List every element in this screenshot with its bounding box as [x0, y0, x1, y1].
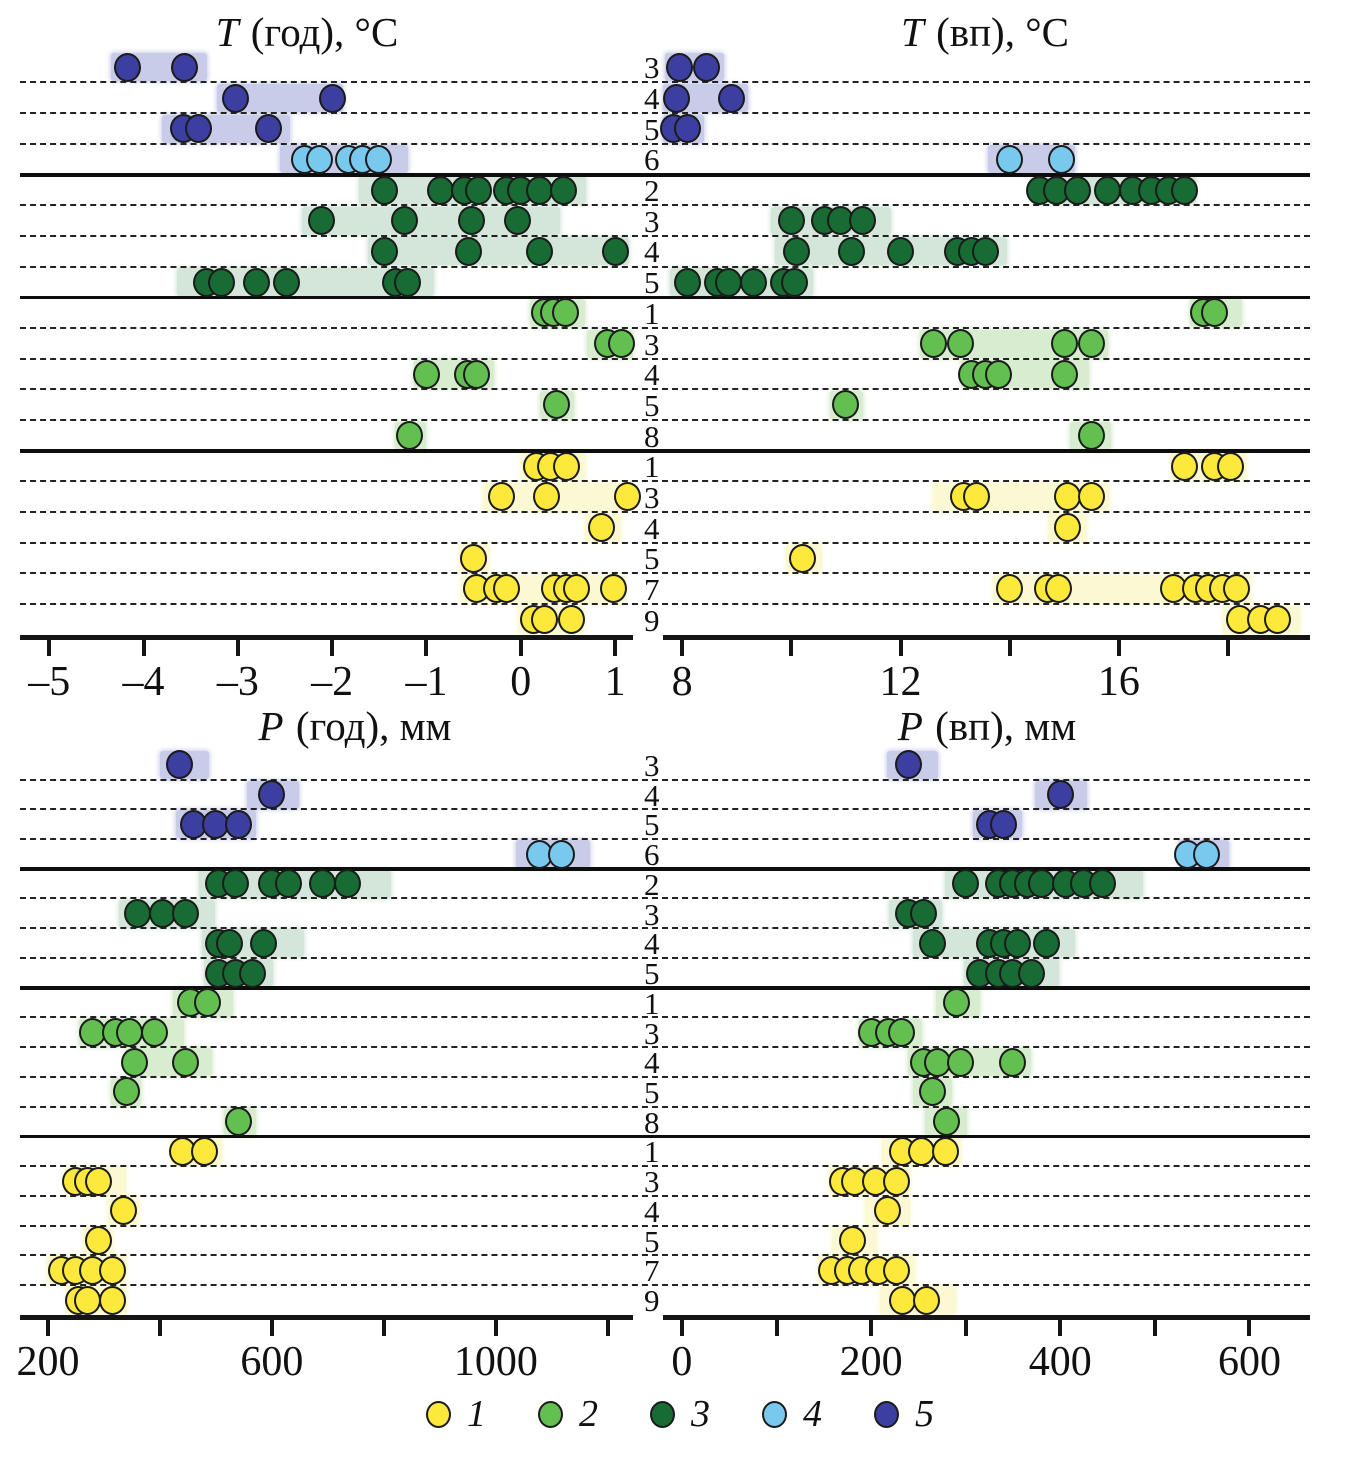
legend-item-1: [426, 1392, 486, 1436]
row-label: 3: [644, 1015, 660, 1051]
row-label: 5: [644, 1074, 660, 1110]
data-point: [1004, 929, 1031, 958]
data-point: [1018, 959, 1045, 988]
data-point: [674, 268, 701, 297]
row-separator-line: [20, 779, 1310, 781]
data-point: [789, 544, 816, 573]
group-separator-line: [20, 173, 1310, 177]
row-separator-line: [20, 266, 1310, 268]
row-separator-line: [20, 388, 1310, 390]
title-variable: T: [901, 9, 924, 55]
data-point: [526, 237, 553, 266]
data-point: [693, 53, 720, 82]
legend-label: 4: [803, 1393, 822, 1435]
row-separator-line: [20, 542, 1310, 544]
legend-item-4: [762, 1392, 822, 1436]
x-axis-line: [20, 1315, 633, 1320]
data-point: [1051, 329, 1078, 358]
data-point: [222, 84, 249, 113]
data-point: [943, 988, 970, 1017]
title-rest: (год), °C: [240, 9, 399, 55]
data-point: [465, 176, 492, 205]
row-label: 7: [644, 1253, 660, 1289]
range-band: [368, 237, 629, 265]
row-label: 5: [644, 956, 660, 992]
row-separator-line: [20, 572, 1310, 574]
row-label: 8: [644, 1104, 660, 1140]
data-point: [1051, 360, 1078, 389]
data-point: [531, 605, 558, 634]
data-point: [838, 237, 865, 266]
axis-tick-label: 16: [1097, 659, 1140, 705]
row-label: 9: [644, 1283, 660, 1319]
data-point: [85, 1167, 112, 1196]
row-label: 3: [644, 203, 660, 239]
data-point: [1171, 452, 1198, 481]
data-point: [533, 482, 560, 511]
data-point: [114, 53, 141, 82]
data-point: [74, 1286, 101, 1315]
data-point: [1171, 176, 1198, 205]
data-point: [781, 268, 808, 297]
row-separator-line: [20, 235, 1310, 237]
row-label: 1: [644, 295, 660, 331]
axis-tick-label: –2: [311, 659, 354, 705]
row-separator-line: [20, 112, 1310, 114]
row-separator-line: [20, 1016, 1310, 1018]
x-axis-line: [663, 635, 1310, 640]
panel-title-t-vp: [745, 8, 1225, 56]
data-point: [365, 145, 392, 174]
data-point: [396, 421, 423, 450]
data-point: [849, 206, 876, 235]
data-point: [985, 360, 1012, 389]
row-label: 8: [644, 418, 660, 454]
data-point: [874, 1196, 901, 1225]
data-point: [463, 360, 490, 389]
row-separator-line: [20, 419, 1310, 421]
axis-tick-label: 8: [671, 659, 693, 705]
data-point: [1078, 421, 1105, 450]
data-point: [550, 176, 577, 205]
row-label: 4: [644, 926, 660, 962]
row-label: 4: [644, 234, 660, 270]
data-point: [990, 810, 1017, 839]
axis-tick: [1117, 639, 1121, 656]
row-label: 1: [644, 449, 660, 485]
row-label: 5: [644, 1223, 660, 1259]
data-point: [413, 360, 440, 389]
axis-tick: [47, 639, 51, 656]
legend-label: 3: [691, 1393, 710, 1435]
data-point: [1064, 176, 1091, 205]
data-point: [552, 298, 579, 327]
data-point: [778, 206, 805, 235]
row-label: 5: [644, 541, 660, 577]
row-separator-line: [20, 1195, 1310, 1197]
data-point: [1047, 780, 1074, 809]
legend-item-5: [874, 1392, 934, 1436]
axis-tick: [606, 1319, 610, 1336]
axis-tick: [789, 639, 793, 656]
axis-tick: [424, 639, 428, 656]
row-label: 7: [644, 571, 660, 607]
axis-tick: [158, 1319, 162, 1336]
data-point: [1094, 176, 1121, 205]
data-point: [255, 114, 282, 143]
group-separator-line: [20, 1135, 1310, 1139]
axis-tick: [775, 1319, 779, 1336]
data-point: [553, 452, 580, 481]
axis-tick-label: 600: [1217, 1339, 1281, 1385]
data-point: [371, 176, 398, 205]
data-point: [602, 237, 629, 266]
title-rest: (вп), мм: [924, 703, 1077, 749]
legend: [320, 1392, 1040, 1436]
data-point: [783, 237, 810, 266]
x-axis-line: [20, 635, 633, 640]
data-point: [243, 268, 270, 297]
axis-tick-label: 0: [510, 659, 532, 705]
row-separator-line: [20, 1076, 1310, 1078]
axis-tick-label: –5: [28, 659, 71, 705]
data-point: [1028, 869, 1055, 898]
axis-tick: [680, 639, 684, 656]
data-point: [908, 1137, 935, 1166]
title-variable: P: [258, 703, 284, 749]
legend-item-3: [650, 1392, 710, 1436]
data-point: [239, 959, 266, 988]
data-point: [919, 929, 946, 958]
data-point: [99, 1286, 126, 1315]
title-rest: (год), мм: [285, 703, 452, 749]
axis-tick: [680, 1319, 684, 1336]
row-separator-line: [20, 897, 1310, 899]
row-separator-line: [20, 143, 1310, 145]
data-point: [600, 574, 627, 603]
data-point: [1217, 452, 1244, 481]
panel-title-p-vp: [747, 702, 1227, 750]
row-label: 5: [644, 111, 660, 147]
data-point: [225, 810, 252, 839]
data-point: [141, 1018, 168, 1047]
row-label: 3: [644, 1164, 660, 1200]
data-point: [460, 544, 487, 573]
data-point: [883, 1256, 910, 1285]
data-point: [1078, 329, 1105, 358]
axis-tick: [1008, 639, 1012, 656]
data-point: [666, 53, 693, 82]
data-point: [548, 840, 575, 869]
data-point: [273, 268, 300, 297]
axis-tick: [142, 639, 146, 656]
data-point: [191, 1137, 218, 1166]
axis-tick-label: 200: [16, 1339, 80, 1385]
axis-tick-label: 1: [604, 659, 626, 705]
legend-series-3-dark-green-icon: [650, 1401, 675, 1428]
legend-label: 1: [467, 1393, 486, 1435]
panel-title-t-god: [67, 8, 547, 56]
data-point: [839, 1226, 866, 1255]
data-point: [172, 899, 199, 928]
row-separator-line: [20, 1046, 1310, 1048]
row-separator-line: [20, 603, 1310, 605]
row-label: 5: [644, 807, 660, 843]
data-point: [1193, 840, 1220, 869]
axis-tick: [270, 1319, 274, 1336]
data-point: [740, 268, 767, 297]
axis-tick-label: 12: [879, 659, 922, 705]
x-axis-line: [663, 1315, 1310, 1320]
data-point: [887, 237, 914, 266]
axis-tick-label: –1: [405, 659, 448, 705]
data-point: [1264, 605, 1291, 634]
data-point: [614, 482, 641, 511]
data-point: [913, 1286, 940, 1315]
row-label: 4: [644, 510, 660, 546]
data-point: [250, 929, 277, 958]
data-point: [910, 899, 937, 928]
panel-title-p-god: [115, 702, 595, 750]
data-point: [1048, 145, 1075, 174]
axis-tick-label: 1000: [453, 1339, 538, 1385]
row-label: 4: [644, 1193, 660, 1229]
axis-tick: [613, 639, 617, 656]
row-label: 5: [644, 387, 660, 423]
axis-tick-label: 400: [1028, 1339, 1092, 1385]
row-label: 9: [644, 602, 660, 638]
data-point: [883, 1167, 910, 1196]
axis-tick-label: 600: [240, 1339, 304, 1385]
data-point: [116, 1018, 143, 1047]
axis-tick: [1247, 1319, 1251, 1336]
group-separator-line: [20, 449, 1310, 453]
axis-tick-label: –3: [216, 659, 259, 705]
data-point: [972, 237, 999, 266]
row-label: 6: [644, 142, 660, 178]
row-label: 3: [644, 747, 660, 783]
legend-series-2-light-green-icon: [538, 1401, 563, 1428]
row-label: 3: [644, 326, 660, 362]
row-separator-line: [20, 358, 1310, 360]
row-separator-line: [20, 1284, 1310, 1286]
data-point: [371, 237, 398, 266]
data-point: [663, 84, 690, 113]
data-point: [319, 84, 346, 113]
data-point: [225, 1107, 252, 1136]
data-point: [208, 268, 235, 297]
group-separator-line: [20, 296, 1310, 300]
data-point: [1054, 482, 1081, 511]
axis-tick: [964, 1319, 968, 1336]
row-separator-line: [20, 204, 1310, 206]
axis-tick: [1153, 1319, 1157, 1336]
legend-label: 2: [579, 1393, 598, 1435]
row-label: 4: [644, 357, 660, 393]
data-point: [171, 53, 198, 82]
axis-tick: [1058, 1319, 1062, 1336]
row-label: 1: [644, 1134, 660, 1170]
data-point: [920, 329, 947, 358]
axis-tick-label: –4: [122, 659, 165, 705]
axis-tick-label: 0: [671, 1339, 693, 1385]
row-label: 3: [644, 479, 660, 515]
data-point: [1054, 513, 1081, 542]
row-label: 2: [644, 866, 660, 902]
axis-tick: [494, 1319, 498, 1336]
row-separator-line: [20, 511, 1310, 513]
axis-tick-label: 200: [839, 1339, 903, 1385]
row-separator-line: [20, 480, 1310, 482]
row-label: 6: [644, 837, 660, 873]
axis-tick: [519, 639, 523, 656]
row-label: 4: [644, 1045, 660, 1081]
data-point: [718, 84, 745, 113]
axis-tick: [1226, 639, 1230, 656]
data-point: [121, 1048, 148, 1077]
axis-tick: [236, 639, 240, 656]
data-point: [172, 1048, 199, 1077]
axis-tick: [899, 639, 903, 656]
data-point: [85, 1226, 112, 1255]
data-point: [996, 145, 1023, 174]
data-point: [99, 1256, 126, 1285]
legend-series-4-light-blue-icon: [762, 1401, 787, 1428]
data-point: [1033, 929, 1060, 958]
row-separator-line: [20, 1225, 1310, 1227]
data-point: [888, 1018, 915, 1047]
row-label: 4: [644, 777, 660, 813]
legend-label: 5: [915, 1393, 934, 1435]
axis-tick: [330, 639, 334, 656]
row-separator-line: [20, 81, 1310, 83]
row-label: 3: [644, 50, 660, 86]
row-label: 4: [644, 81, 660, 117]
row-label: 5: [644, 265, 660, 301]
axis-tick: [46, 1319, 50, 1336]
legend-series-1-yellow-icon: [426, 1401, 451, 1428]
data-point: [124, 899, 151, 928]
legend-series-5-dark-blue-icon: [874, 1401, 899, 1428]
row-separator-line: [20, 327, 1310, 329]
data-point: [608, 329, 635, 358]
data-point: [309, 869, 336, 898]
row-label: 3: [644, 896, 660, 932]
row-label: 1: [644, 985, 660, 1021]
axis-tick: [382, 1319, 386, 1336]
data-point: [185, 114, 212, 143]
data-point: [715, 268, 742, 297]
row-label: 2: [644, 173, 660, 209]
legend-item-2: [538, 1392, 598, 1436]
row-separator-line: [20, 1106, 1310, 1108]
data-point: [394, 268, 421, 297]
row-separator-line: [20, 1254, 1310, 1256]
axis-tick: [869, 1319, 873, 1336]
row-separator-line: [20, 1165, 1310, 1167]
data-point: [889, 1286, 916, 1315]
data-point: [947, 329, 974, 358]
title-variable: T: [215, 9, 239, 55]
title-rest: (вп), °C: [925, 9, 1069, 55]
title-variable: P: [897, 703, 923, 749]
